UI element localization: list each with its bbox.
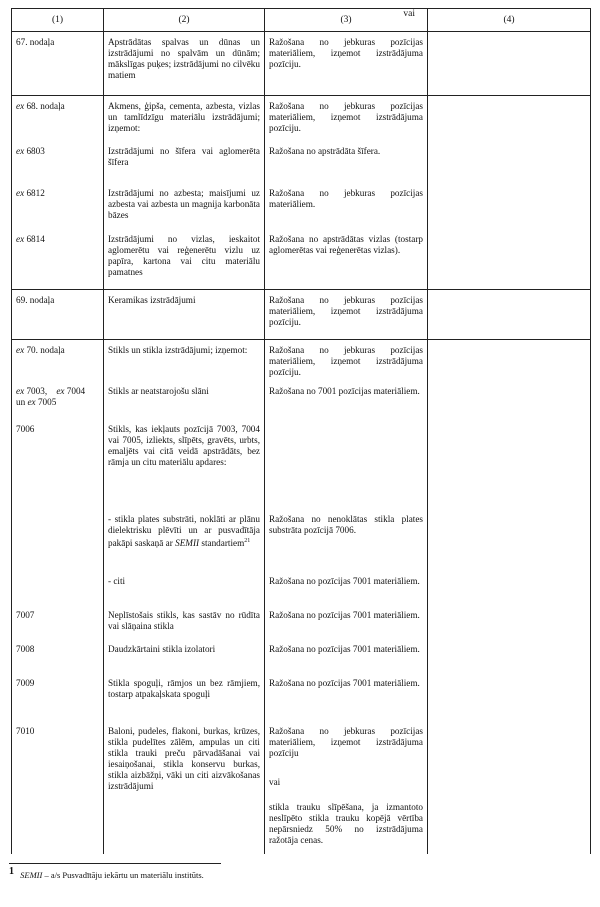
row-heading: 7010: [12, 726, 104, 854]
header-col-2: (2): [104, 9, 265, 32]
table-row: [12, 96, 591, 146]
row-rule: Ražošana no pozīcijas 7001 materiāliem.: [265, 610, 428, 644]
row-description: Izstrādājumi no azbesta; maisījumi uz azbesta vai azbesta un magnija karbonāta bāzes: [104, 188, 265, 234]
header-col-4: (4): [428, 9, 591, 32]
table-row: [12, 726, 591, 854]
footnote-term: SEMII: [20, 870, 43, 880]
header-vai: vai: [403, 9, 415, 19]
header-col-3: [265, 9, 428, 32]
row-col4: [428, 678, 591, 726]
row-rule: Ražošana no jebkuras pozīcijas materiāliem, izņemot izstrādājuma pozīciju.: [265, 290, 428, 340]
table-header-row: [12, 9, 591, 32]
row-col4: [428, 32, 591, 96]
row-heading: 67. nodaļa: [12, 32, 104, 96]
row-heading: 69. nodaļa: [12, 290, 104, 340]
table-row: [12, 290, 591, 340]
row-col4: [428, 726, 591, 854]
row-heading: 7008: [12, 644, 104, 678]
table-row: [12, 424, 591, 514]
table-row: [12, 678, 591, 726]
row-rule: Ražošana no apstrādāta šīfera.: [265, 146, 428, 188]
header-col-3-label: (3): [340, 14, 352, 25]
table-row: [12, 340, 591, 386]
row-description: - stikla plates substrāti, noklāti ar plānu dielektrisku plēvīti un ar pusvadītāja pakāpi saskaņā ar SEMII standartiem$^{21}$: [104, 514, 265, 576]
footnote: [9, 866, 409, 881]
row-rule: Ražošana no pozīcijas 7001 materiāliem.: [265, 678, 428, 726]
table-row: [12, 146, 591, 188]
row-rule: [265, 424, 428, 514]
row-rule: Ražošana no jebkuras pozīcijas materiāliem, izņemot izstrādājuma pozīciju.: [265, 32, 428, 96]
row-col4: [428, 386, 591, 424]
table-row: [12, 386, 591, 424]
row-rule: Ražošana no apstrādātas vizlas (tostarp aglomerētas vai reģenerētas vizlas).: [265, 234, 428, 290]
table-row: [12, 644, 591, 678]
row-description: Izstrādājumi no vizlas, ieskaitot aglomerētu vai reģenerētu vizlu uz papīra, kartona vai citu materiālu pamatnes: [104, 234, 265, 290]
row-description: Akmens, ģipša, cementa, azbesta, vizlas un tamlīdzīgu materiālu izstrādājumi; izņemot:: [104, 96, 265, 146]
row-heading: 7009: [12, 678, 104, 726]
row-rule: Ražošana no jebkuras pozīcijas materiāliem.: [265, 188, 428, 234]
row-col4: [428, 610, 591, 644]
row-col4: [428, 96, 591, 146]
row-heading: ex 70. nodaļa: [12, 340, 104, 386]
row-description: Apstrādātas spalvas un dūnas un izstrādājumi no spalvām un dūnām; mākslīgas puķes; izstrādājumi no cilvēku matiem: [104, 32, 265, 96]
row-rule: Ražošana no pozīcijas 7001 materiāliem.: [265, 644, 428, 678]
row-description: Stikls, kas iekļauts pozīcijā 7003, 7004 vai 7005, izliekts, slīpēts, gravēts, urbts, emaljēts vai citā veidā apstrādāts, bez rāmja un citu materiālu apdares:: [104, 424, 265, 514]
row-heading: 7006: [12, 424, 104, 514]
rules-table: [11, 8, 591, 854]
row-description: Keramikas izstrādājumi: [104, 290, 265, 340]
row-description: Neplīstošais stikls, kas sastāv no rūdīta vai slāņaina stikla: [104, 610, 265, 644]
row-col4: [428, 644, 591, 678]
row-rule: Ražošana no jebkuras pozīcijas materiāliem, izņemot izstrādājuma pozīciju.: [265, 340, 428, 386]
row-heading: [12, 514, 104, 576]
row-heading: ex 6814: [12, 234, 104, 290]
row-col4: [428, 234, 591, 290]
row-col4: [428, 340, 591, 386]
row-heading: ex 68. nodaļa: [12, 96, 104, 146]
row-description: Baloni, pudeles, flakoni, burkas, krūzes, stikla pudelītes zālēm, ampulas un citi stikla trauki preču pārvadāšanai vai iesaiņošanai, stikla konservu burkas, stikla aizbāžņi, vāki un citi aizvākošanas izstrādājumi: [104, 726, 265, 854]
row-description: Daudzkārtaini stikla izolatori: [104, 644, 265, 678]
table-row: [12, 188, 591, 234]
row-col4: [428, 576, 591, 610]
table-row: [12, 576, 591, 610]
row-rule: Ražošana no jebkuras pozīcijas materiāliem, izņemot izstrādājuma pozīciju vai stikla trauku slīpēšana, ja izmantoto neslīpēto stikla trauku kopējā vērtība nepārsniedz 50% no izstrādājuma ražotāja cenas.: [265, 726, 428, 854]
footnote-text: – a/s Pusvadītāju iekārtu un materiālu institūts.: [44, 870, 204, 880]
row-col4: [428, 290, 591, 340]
footnote-rule: [9, 863, 221, 864]
row-rule: Ražošana no jebkuras pozīcijas materiāliem, izņemot izstrādājuma pozīciju.: [265, 96, 428, 146]
footnote-number: 1: [9, 866, 14, 877]
row-description: Stikla spoguļi, rāmjos un bez rāmjiem, tostarp atpakaļskata spoguļi: [104, 678, 265, 726]
row-heading: ex 6812: [12, 188, 104, 234]
row-description: Stikls ar neatstarojošu slāni: [104, 386, 265, 424]
table-row: [12, 514, 591, 576]
row-rule: Ražošana no 7001 pozīcijas materiāliem.: [265, 386, 428, 424]
row-description: Izstrādājumi no šīfera vai aglomerēta šīfera: [104, 146, 265, 188]
row-heading: 7007: [12, 610, 104, 644]
row-heading: [12, 576, 104, 610]
row-heading: ex 6803: [12, 146, 104, 188]
table-row: [12, 32, 591, 96]
row-description: Stikls un stikla izstrādājumi; izņemot:: [104, 340, 265, 386]
row-rule: Ražošana no nenoklātas stikla plates substrāta pozīcijā 7006.: [265, 514, 428, 576]
row-rule: Ražošana no pozīcijas 7001 materiāliem.: [265, 576, 428, 610]
row-col4: [428, 146, 591, 188]
row-heading: ex 7003, ex 7004 un ex 7005: [12, 386, 104, 424]
row-col4: [428, 424, 591, 514]
table-row: [12, 234, 591, 290]
header-col-1: (1): [12, 9, 104, 32]
row-col4: [428, 188, 591, 234]
table-row: [12, 610, 591, 644]
row-col4: [428, 514, 591, 576]
row-description: - citi: [104, 576, 265, 610]
